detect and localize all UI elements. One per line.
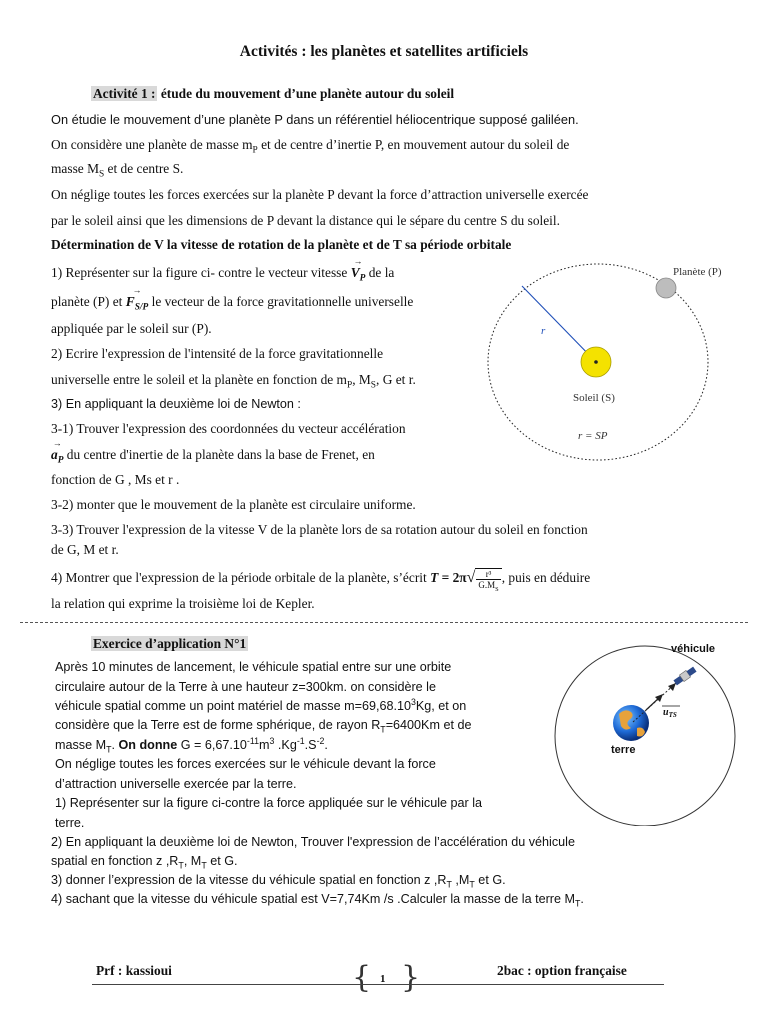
exercise-line-8: 1) Représenter sur la figure ci-contre la force appliquée sur le véhicule par la xyxy=(55,796,483,810)
vector-f: → $F_{S/P}$ xyxy=(126,294,148,309)
vector-v: → $V_P$ xyxy=(351,265,366,280)
exercise-line-10: 2) En appliquant la deuxième loi de Newton, Trouver l'expression de l’accélération du véhicule xyxy=(51,835,575,849)
q32-line: 3-2) monter que le mouvement de la planète est circulaire uniforme. xyxy=(51,497,416,512)
vehicle-icon xyxy=(673,666,697,686)
q31-line-1: 3-1) Trouver l'expression des coordonnées du vecteur accélération xyxy=(51,421,406,436)
exercise-line-1: Après 10 minutes de lancement, le véhicule spatial entre sur une orbite xyxy=(55,660,452,674)
intro-line-4: On néglige toutes les forces exercées sur la planète P devant la force d’attraction universelle exercée xyxy=(51,187,589,202)
exercise-line-13: 4) sachant que la vitesse du véhicule spatial est V=7,74Km /s .Calculer la masse de la terre $M_T$. xyxy=(51,892,584,909)
page-title: Activités : les planètes et satellites artificiels xyxy=(239,43,529,60)
exercise-line-2: circulaire autour de la Terre à une hauteur z=300km. on considère le xyxy=(55,680,436,694)
activity-heading xyxy=(91,86,454,102)
footer-author: Prf : kassioui xyxy=(96,963,172,978)
footer-rule xyxy=(92,984,664,985)
page-number: 1 xyxy=(380,973,386,985)
intro-line-2: On considère une planète de masse $m_P$ et de centre d’inertie P, en mouvement autour du soleil de xyxy=(51,137,570,156)
exercise-line-11: spatial en fonction z $,R_T$, $M_T$ et G. xyxy=(51,854,238,871)
q2-line-1: 2) Ecrire l'expression de l'intensité de la force gravitationnelle xyxy=(51,346,384,361)
unit-vector-label: $u_{TS}$ xyxy=(663,707,677,719)
footer-class: 2bac : option française xyxy=(497,963,627,978)
vehicle-orbit-path xyxy=(555,646,735,826)
intro-line-1: On étudie le mouvement d’une planète P dans un référentiel héliocentrique supposé galiléen. xyxy=(51,112,579,127)
q33-line-1: 3-3) Trouver l'expression de la vitesse V de la planète lors de sa rotation autour du soleil en fonction xyxy=(51,522,588,537)
exercise-line-3: véhicule spatial comme un point matériel de masse $m=69,68.10^3Kg$, et on xyxy=(55,696,467,713)
earth-icon xyxy=(613,705,649,741)
intro-line-3: masse $M_S$ et de centre S. xyxy=(51,161,184,180)
formula-period: T = 2π√ $\frac{\text{r³}}{G.M_S}$ xyxy=(430,570,502,585)
planet-icon xyxy=(656,278,676,298)
exercise-line-6: On néglige toutes les forces exercées sur le véhicule devant la force xyxy=(55,757,436,771)
exercise-line-9: terre. xyxy=(55,816,85,830)
radius-line xyxy=(522,286,596,362)
q4-line-2: la relation qui exprime la troisième loi de Kepler. xyxy=(51,596,315,611)
section-divider xyxy=(20,622,748,623)
q2-line-2: universelle entre le soleil et la planète en fonction de $m_P$, $M_S$, G et r. xyxy=(51,372,416,391)
q31-line-2: → $a_P$ du centre d'inertie de la planète dans la base de Frenet, en xyxy=(51,447,375,463)
exercise-line-5: masse $M_T$. On donne $G = 6,67.10^{-11}m^3$ $.Kg^{-1}.S^{-2}$. xyxy=(55,735,328,755)
q4-line-1: 4) Montrer que l'expression de la période orbitale de la planète, s’écrit T = 2π√ $\frac{\text{r³}}{G.M_S}$ , puis en déduire xyxy=(51,569,591,593)
exercise-line-12: 3) donner l’expression de la vitesse du véhicule spatial en fonction z $,R_T$ $,M_T$ et G. xyxy=(51,873,506,890)
subheading: Détermination de V la vitesse de rotation de la planète et de T sa période orbitale xyxy=(51,237,512,252)
orbit-figure xyxy=(478,256,738,471)
q1-line-2: planète (P) et → $F_{S/P}$ le vecteur de la force gravitationnelle universelle xyxy=(51,294,413,310)
vehicle-orbit-figure xyxy=(545,636,745,826)
earth-label: terre xyxy=(611,744,636,756)
footer-brace-left: { xyxy=(352,960,372,995)
intro-line-5: par le soleil ainsi que les dimensions de P devant la distance qui le sépare du centre S du soleil. xyxy=(51,213,560,228)
radius-label: r xyxy=(541,325,546,337)
vector-a: → $a_P$ xyxy=(51,447,63,462)
sun-label: Soleil (S) xyxy=(573,392,615,404)
vehicle-label: véhicule xyxy=(671,643,716,655)
exercise-label: Exercice d’application N°1 xyxy=(93,636,247,651)
q31-line-3: fonction de G , Ms et r . xyxy=(51,472,180,487)
q33-line-2: de G, M et r. xyxy=(51,542,119,557)
activity-label: Activité 1 : xyxy=(93,86,156,101)
q3-line: 3) En appliquant la deuxième loi de Newton : xyxy=(51,397,301,411)
relation-label: r = SP xyxy=(578,430,608,442)
planet-label: Planète (P) xyxy=(673,266,722,278)
exercise-line-7: d’attraction universelle exercée par la terre. xyxy=(55,777,297,791)
q1-line-1: 1) Représenter sur la figure ci- contre le vecteur vitesse → $V_P$ de la xyxy=(51,265,394,281)
footer-brace-right: } xyxy=(401,960,421,995)
activity-title: étude du mouvement d’une planète autour du soleil xyxy=(160,86,455,101)
q1-line-3: appliquée par le soleil sur (P). xyxy=(51,321,212,336)
exercise-line-4: considère que la Terre est de forme sphérique, de rayon $R_T=6400Km$ et de xyxy=(55,718,472,735)
